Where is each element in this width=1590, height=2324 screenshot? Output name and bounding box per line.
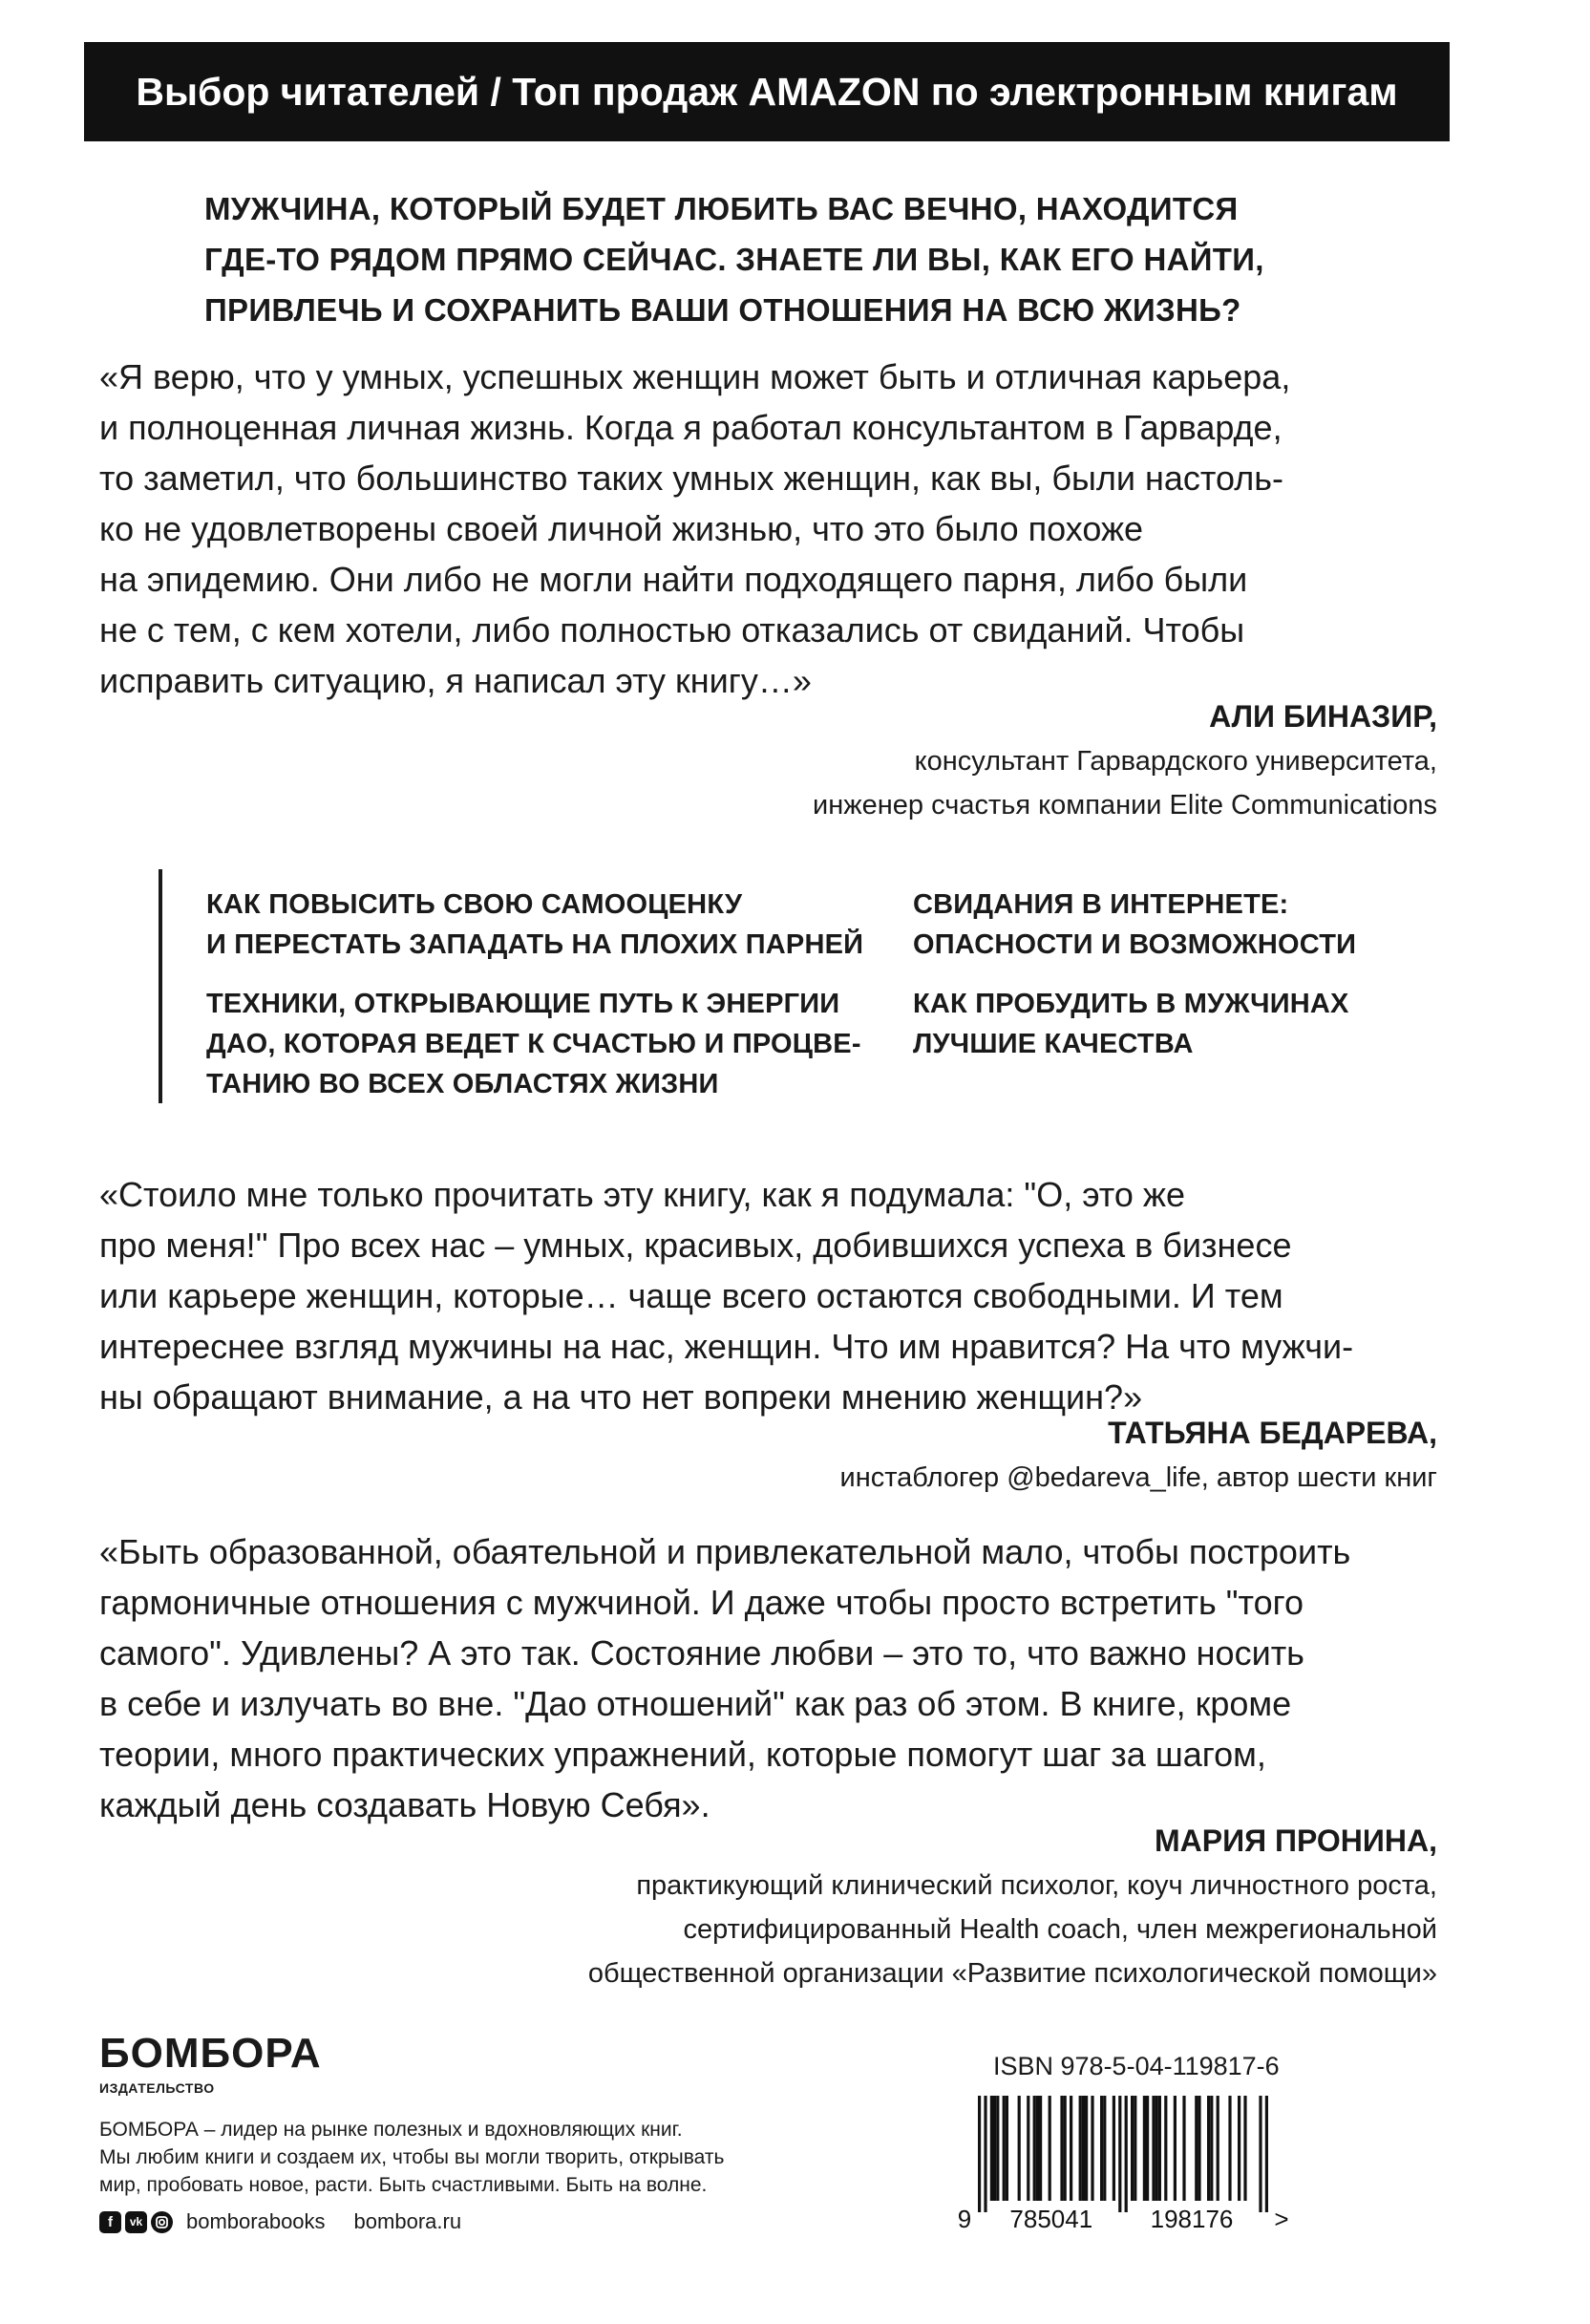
barcode-digits-right: 198176 <box>1150 2205 1234 2233</box>
barcode-bar <box>1018 2096 1021 2201</box>
barcode-bar <box>990 2096 993 2201</box>
website-link[interactable]: bombora.ru <box>353 2209 462 2233</box>
barcode-bar <box>1036 2096 1039 2201</box>
barcode-bar <box>1033 2096 1036 2201</box>
barcode-bar <box>1207 2096 1210 2201</box>
barcode-bar <box>1155 2096 1158 2201</box>
author-role: общественной организации «Развитие психологической помощи» <box>587 1958 1437 1989</box>
quote-line: интереснее взгляд мужчины на нас, женщин. Что им нравится? На что мужчи- <box>99 1327 1354 1366</box>
publisher-logo <box>99 2030 322 2097</box>
publisher-about <box>99 2116 724 2199</box>
barcode-bar <box>1217 2096 1219 2201</box>
barcode-bar <box>1100 2096 1103 2201</box>
barcode-bar <box>1103 2096 1106 2201</box>
quote-line: или карьере женщин, которые… чаще всего остаются свободными. И тем <box>99 1276 1283 1315</box>
barcode-bar <box>1146 2096 1149 2201</box>
quote-binazir <box>99 352 1455 706</box>
barcode-bar <box>1195 2096 1198 2201</box>
quote-line: теории, много практических упражнений, которые помогут шаг за шагом, <box>99 1735 1266 1774</box>
headline-line: ПРИВЛЕЧЬ И СОХРАНИТЬ ВАШИ ОТНОШЕНИЯ НА ВСЮ ЖИЗНЬ? <box>204 292 1241 328</box>
author-role: инстаблогер @bedareva_life, автор шести книг <box>839 1462 1437 1493</box>
barcode-bar <box>1198 2096 1200 2201</box>
quote-line: не с тем, с кем хотели, либо полностью отказались от свиданий. Чтобы <box>99 610 1245 650</box>
barcode-bar <box>993 2096 996 2201</box>
barcode-bar <box>984 2096 986 2212</box>
publisher-logo-sub: ИЗДАТЕЛЬСТВО <box>99 2080 215 2096</box>
barcode-bar <box>978 2096 981 2212</box>
barcode-bar <box>1085 2096 1088 2201</box>
headline-line: МУЖЧИНА, КОТОРЫЙ БУДЕТ ЛЮБИТЬ ВАС ВЕЧНО, НАХОДИТСЯ <box>204 191 1239 226</box>
quote-line: самого". Удивлены? А это так. Состояние любви – это то, что важно носить <box>99 1633 1304 1673</box>
author-role: инженер счастья компании Elite Communications <box>813 790 1437 821</box>
quote-line: «Я верю, что у умных, успешных женщин может быть и отличная карьера, <box>99 357 1291 396</box>
quote-line: ны обращают внимание, а на что нет вопреки мнению женщин?» <box>99 1377 1143 1417</box>
quote-line: на эпидемию. Они либо не могли найти подходящего парня, либо были <box>99 560 1248 599</box>
barcode-bar <box>1210 2096 1213 2201</box>
barcode-first-digit: 9 <box>957 2205 972 2233</box>
author-role: консультант Гарвардского университета, <box>914 746 1437 777</box>
quote-line: и полноценная личная жизнь. Когда я работал консультантом в Гарварде, <box>99 408 1283 447</box>
barcode-bar <box>1134 2096 1136 2201</box>
author-name: ТАТЬЯНА БЕДАРЕВА, <box>1108 1416 1437 1450</box>
feature-line: СВИДАНИЯ В ИНТЕРНЕТЕ: <box>913 889 1289 920</box>
quote-pronina <box>99 1526 1455 1830</box>
quote-line: гармоничные отношения с мужчиной. И даже чтобы просто встретить "того <box>99 1583 1304 1622</box>
barcode-bar <box>1118 2096 1121 2212</box>
author-role: сертифицированный Health coach, член межрегиональной <box>683 1914 1437 1945</box>
feature-dao-energy <box>206 984 861 1104</box>
headline <box>204 183 1446 335</box>
author-name: АЛИ БИНАЗИР, <box>1209 699 1437 734</box>
barcode-bar <box>1265 2096 1268 2212</box>
barcode-bar <box>1131 2096 1134 2201</box>
feature-line: ДАО, КОТОРАЯ ВЕДЕТ К СЧАСТЬЮ И ПРОЦВЕ- <box>206 1029 861 1059</box>
barcode-bar <box>996 2096 999 2201</box>
social-row <box>99 2207 461 2236</box>
barcode-bar <box>1113 2096 1115 2201</box>
barcode-bar <box>1039 2096 1042 2201</box>
feature-line: И ПЕРЕСТАТЬ ЗАПАДАТЬ НА ПЛОХИХ ПАРНЕЙ <box>206 929 864 960</box>
quote-line: ко не удовлетворены своей личной жизнью, что это было похоже <box>99 509 1144 548</box>
attribution-bedareva <box>840 1410 1438 1500</box>
barcode-bar <box>1158 2096 1161 2201</box>
barcode-bar <box>1238 2096 1240 2201</box>
features-divider <box>159 869 162 1103</box>
headline-line: ГДЕ-ТО РЯДОМ ПРЯМО СЕЙЧАС. ЗНАЕТЕ ЛИ ВЫ, КАК ЕГО НАЙТИ, <box>204 242 1264 277</box>
barcode-bar <box>1070 2096 1072 2201</box>
feature-line: ТАНИЮ ВО ВСЕХ ОБЛАСТЯХ ЖИЗНИ <box>206 1069 719 1099</box>
barcode-bar <box>1174 2096 1177 2201</box>
attribution-binazir <box>813 693 1437 827</box>
barcode-bar <box>1006 2096 1008 2201</box>
feature-best-qualities <box>913 984 1349 1064</box>
quote-line: то заметил, что большинство таких умных женщин, как вы, были настоль- <box>99 458 1283 498</box>
feature-line: ОПАСНОСТИ И ВОЗМОЖНОСТИ <box>913 929 1357 960</box>
about-line: мир, пробовать новое, расти. Быть счастливыми. Быть на волне. <box>99 2174 708 2196</box>
barcode-bar <box>1164 2096 1167 2201</box>
feature-line: КАК ПОВЫСИТЬ СВОЮ САМООЦЕНКУ <box>206 889 743 920</box>
barcode-bar <box>1243 2096 1246 2201</box>
feature-self-esteem <box>206 885 863 965</box>
barcode-bar <box>1027 2096 1029 2201</box>
barcode-marker: > <box>1274 2205 1289 2233</box>
barcode-bar <box>1079 2096 1082 2201</box>
quote-line: каждый день создавать Новую Себя». <box>99 1785 710 1824</box>
facebook-icon[interactable]: f <box>99 2211 121 2233</box>
quote-line: исправить ситуацию, я написал эту книгу…» <box>99 661 812 700</box>
barcode-bar <box>1125 2096 1128 2212</box>
barcode-bar <box>1182 2096 1185 2201</box>
author-name: МАРИЯ ПРОНИНА, <box>1154 1823 1437 1858</box>
feature-line: ЛУЧШИЕ КАЧЕСТВА <box>913 1029 1194 1059</box>
about-line: БОМБОРА – лидер на рынке полезных и вдохновляющих книг. <box>99 2119 683 2141</box>
barcode-bar <box>1143 2096 1146 2201</box>
barcode-bar <box>1003 2096 1006 2201</box>
feature-line: ТЕХНИКИ, ОТКРЫВАЮЩИЕ ПУТЬ К ЭНЕРГИИ <box>206 989 840 1019</box>
quote-line: «Стоило мне только прочитать эту книгу, как я подумала: "О, это же <box>99 1175 1186 1214</box>
barcode-bar <box>1152 2096 1155 2201</box>
barcode-bar <box>1228 2096 1231 2201</box>
publisher-logo-text: БОМБОРА <box>99 2030 322 2077</box>
bestseller-banner: Выбор читателей / Топ продаж AMAZON по электронным книгам <box>84 42 1450 141</box>
feature-line: КАК ПРОБУДИТЬ В МУЖЧИНАХ <box>913 989 1349 1019</box>
quote-bedareva <box>99 1169 1455 1422</box>
attribution-pronina <box>588 1818 1437 1995</box>
instagram-icon[interactable] <box>151 2211 173 2233</box>
barcode <box>957 2094 1289 2237</box>
social-handle-link[interactable]: bomborabooks <box>186 2209 326 2233</box>
barcode-bar <box>1060 2096 1063 2201</box>
author-role: практикующий клинический психолог, коуч личностного роста, <box>636 1870 1437 1901</box>
barcode-digits-left: 785041 <box>1009 2205 1093 2233</box>
isbn-label: ISBN 978-5-04-119817-6 <box>993 2052 1280 2080</box>
about-line: Мы любим книги и создаем их, чтобы вы могли творить, открывать <box>99 2146 725 2168</box>
vk-icon[interactable]: vk <box>125 2211 147 2233</box>
barcode-bar <box>1049 2096 1051 2201</box>
barcode-bar <box>1091 2096 1093 2201</box>
quote-line: «Быть образованной, обаятельной и привлекательной мало, чтобы построить <box>99 1532 1351 1571</box>
barcode-bar <box>1082 2096 1085 2201</box>
feature-online-dating <box>913 885 1356 965</box>
quote-line: в себе и излучать во вне. "Дао отношений" как раз об этом. В книге, кроме <box>99 1684 1292 1723</box>
barcode-bar <box>1064 2096 1067 2201</box>
quote-line: про меня!" Про всех нас – умных, красивых, добившихся успеха в бизнесе <box>99 1226 1292 1265</box>
barcode-bar <box>1259 2096 1261 2212</box>
